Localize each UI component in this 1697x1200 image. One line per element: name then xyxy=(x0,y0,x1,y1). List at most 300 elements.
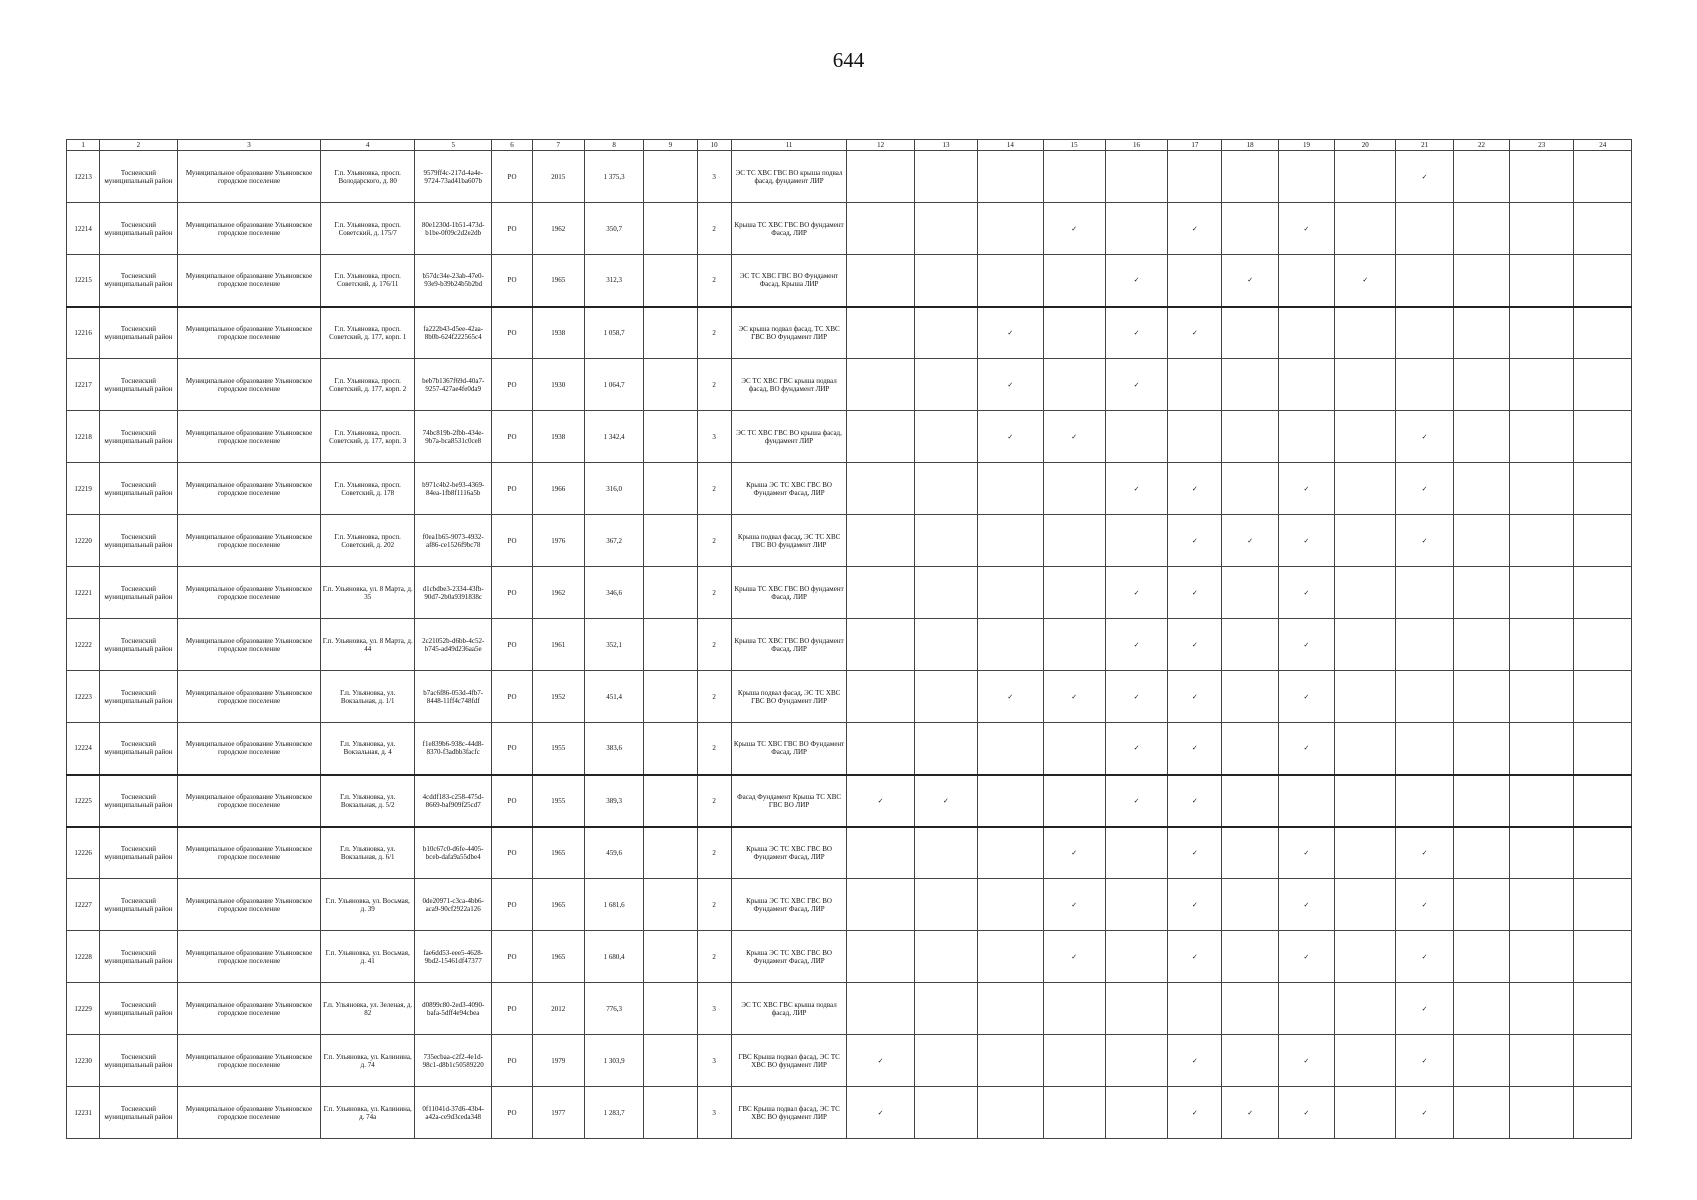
cell-col-10: 3 xyxy=(697,1035,731,1087)
checkmark-icon: ✓ xyxy=(1278,723,1334,775)
cell-district: Тосненский муниципальный район xyxy=(100,723,177,775)
cell-works: ГВС Крыша подвал фасад, ЭС ТС ХВС ВО фундамент ЛИР xyxy=(731,1087,847,1139)
cell-col-9 xyxy=(644,775,697,827)
cell-row-id: 12227 xyxy=(67,879,100,931)
cell-municipality: Муниципальное образование Ульяновское городское поселение xyxy=(177,151,321,203)
cell-col-15 xyxy=(1043,463,1105,515)
cell-col-12 xyxy=(847,203,914,255)
cell-col-12 xyxy=(847,359,914,411)
cell-col-15 xyxy=(1043,359,1105,411)
cell-row-id: 12225 xyxy=(67,775,100,827)
cell-col-24 xyxy=(1574,515,1632,567)
cell-district: Тосненский муниципальный район xyxy=(100,931,177,983)
cell-municipality: Муниципальное образование Ульяновское городское поселение xyxy=(177,359,321,411)
cell-col-10: 2 xyxy=(697,827,731,879)
cell-col-22 xyxy=(1453,931,1509,983)
cell-col-20 xyxy=(1335,1087,1396,1139)
checkmark-icon: ✓ xyxy=(1168,879,1222,931)
cell-col-9 xyxy=(644,203,697,255)
cell-address: Г.п. Ульяновка, просп. Советский, д. 177, корп. 1 xyxy=(321,307,415,359)
checkmark-icon: ✓ xyxy=(914,775,977,827)
cell-area: 350,7 xyxy=(584,203,643,255)
cell-col-19 xyxy=(1278,775,1334,827)
cell-col-20 xyxy=(1335,567,1396,619)
table-row xyxy=(67,827,1632,879)
cell-col-20 xyxy=(1335,983,1396,1035)
cell-col-18 xyxy=(1222,931,1278,983)
cell-col-20 xyxy=(1335,827,1396,879)
cell-col-13 xyxy=(914,359,977,411)
cell-col-9 xyxy=(644,671,697,723)
cell-works: Крыша ЭС ТС ХВС ГВС ВО Фундамент Фасад, ЛИР xyxy=(731,463,847,515)
cell-col-10: 3 xyxy=(697,151,731,203)
cell-col-20 xyxy=(1335,307,1396,359)
checkmark-icon: ✓ xyxy=(1396,411,1453,463)
cell-col-18 xyxy=(1222,723,1278,775)
cell-year: 1976 xyxy=(532,515,584,567)
checkmark-icon: ✓ xyxy=(1168,567,1222,619)
table-row xyxy=(67,1087,1632,1139)
cell-guid: b57dc34e-23ab-47e0-93e9-b39b24b5b2bd xyxy=(414,255,491,307)
cell-guid: 735ecbaa-c2f2-4e1d-98c1-d8b1c50589220 xyxy=(414,1035,491,1087)
cell-type: РО xyxy=(492,359,532,411)
cell-area: 316,0 xyxy=(584,463,643,515)
cell-col-20 xyxy=(1335,619,1396,671)
cell-col-19 xyxy=(1278,255,1334,307)
cell-col-21 xyxy=(1396,567,1453,619)
cell-col-10: 2 xyxy=(697,723,731,775)
cell-year: 1977 xyxy=(532,1087,584,1139)
cell-col-17 xyxy=(1168,359,1222,411)
cell-area: 776,3 xyxy=(584,983,643,1035)
cell-works: ЭС ТС ХВС ГВС ВО крыша подвал фасад, фундамент ЛИР xyxy=(731,151,847,203)
cell-col-22 xyxy=(1453,151,1509,203)
cell-type: РО xyxy=(492,255,532,307)
cell-col-18 xyxy=(1222,619,1278,671)
cell-col-15 xyxy=(1043,775,1105,827)
checkmark-icon: ✓ xyxy=(1396,463,1453,515)
column-header-21: 21 xyxy=(1396,140,1453,151)
cell-col-12 xyxy=(847,671,914,723)
cell-col-14 xyxy=(978,151,1043,203)
cell-col-24 xyxy=(1574,723,1632,775)
column-header-17: 17 xyxy=(1168,140,1222,151)
checkmark-icon: ✓ xyxy=(1043,827,1105,879)
cell-municipality: Муниципальное образование Ульяновское городское поселение xyxy=(177,255,321,307)
column-header-2: 2 xyxy=(100,140,177,151)
cell-col-9 xyxy=(644,827,697,879)
table-row xyxy=(67,775,1632,827)
cell-district: Тосненский муниципальный район xyxy=(100,671,177,723)
cell-col-23 xyxy=(1510,1087,1574,1139)
cell-col-18 xyxy=(1222,463,1278,515)
cell-col-24 xyxy=(1574,983,1632,1035)
cell-col-17 xyxy=(1168,255,1222,307)
cell-municipality: Муниципальное образование Ульяновское городское поселение xyxy=(177,411,321,463)
column-header-9: 9 xyxy=(644,140,697,151)
cell-col-22 xyxy=(1453,983,1509,1035)
cell-type: РО xyxy=(492,827,532,879)
checkmark-icon: ✓ xyxy=(1105,359,1167,411)
cell-area: 1 342,4 xyxy=(584,411,643,463)
cell-col-15 xyxy=(1043,1087,1105,1139)
cell-col-23 xyxy=(1510,307,1574,359)
cell-col-23 xyxy=(1510,723,1574,775)
checkmark-icon: ✓ xyxy=(1222,1087,1278,1139)
table-row xyxy=(67,151,1632,203)
column-header-6: 6 xyxy=(492,140,532,151)
cell-year: 1965 xyxy=(532,827,584,879)
cell-type: РО xyxy=(492,1087,532,1139)
cell-district: Тосненский муниципальный район xyxy=(100,203,177,255)
cell-col-15 xyxy=(1043,723,1105,775)
checkmark-icon: ✓ xyxy=(1168,203,1222,255)
cell-col-23 xyxy=(1510,619,1574,671)
cell-works: Крыша ТС ХВС ГВС ВО фундамент Фасад, ЛИР xyxy=(731,567,847,619)
cell-guid: d0899c80-2ed3-4090-bafa-5dff4e94cbea xyxy=(414,983,491,1035)
cell-col-14 xyxy=(978,255,1043,307)
table-row xyxy=(67,359,1632,411)
cell-municipality: Муниципальное образование Ульяновское городское поселение xyxy=(177,307,321,359)
cell-col-21 xyxy=(1396,255,1453,307)
cell-col-13 xyxy=(914,203,977,255)
checkmark-icon: ✓ xyxy=(1278,671,1334,723)
table-row xyxy=(67,463,1632,515)
cell-year: 1955 xyxy=(532,775,584,827)
cell-year: 1962 xyxy=(532,567,584,619)
checkmark-icon: ✓ xyxy=(1278,931,1334,983)
cell-col-20 xyxy=(1335,359,1396,411)
checkmark-icon: ✓ xyxy=(1278,879,1334,931)
cell-district: Тосненский муниципальный район xyxy=(100,255,177,307)
checkmark-icon: ✓ xyxy=(1278,463,1334,515)
cell-row-id: 12221 xyxy=(67,567,100,619)
cell-year: 1938 xyxy=(532,411,584,463)
checkmark-icon: ✓ xyxy=(1168,1035,1222,1087)
cell-col-12 xyxy=(847,619,914,671)
cell-col-22 xyxy=(1453,463,1509,515)
cell-row-id: 12228 xyxy=(67,931,100,983)
cell-col-24 xyxy=(1574,827,1632,879)
cell-col-9 xyxy=(644,983,697,1035)
cell-address: Г.п. Ульяновка, просп. Советский, д. 177, корп. 3 xyxy=(321,411,415,463)
column-header-20: 20 xyxy=(1335,140,1396,151)
cell-year: 1961 xyxy=(532,619,584,671)
cell-col-13 xyxy=(914,515,977,567)
cell-col-14 xyxy=(978,1035,1043,1087)
checkmark-icon: ✓ xyxy=(1278,1035,1334,1087)
cell-municipality: Муниципальное образование Ульяновское городское поселение xyxy=(177,827,321,879)
cell-guid: 80e1230d-1b51-473d-b1be-0f09c2d2e2db xyxy=(414,203,491,255)
cell-col-13 xyxy=(914,619,977,671)
checkmark-icon: ✓ xyxy=(1278,515,1334,567)
table-body xyxy=(67,151,1632,1139)
cell-address: Г.п. Ульяновка, ул. 8 Марта, д. 35 xyxy=(321,567,415,619)
checkmark-icon: ✓ xyxy=(978,307,1043,359)
checkmark-icon: ✓ xyxy=(1278,827,1334,879)
cell-works: Крыша ЭС ТС ХВС ГВС ВО Фундамент Фасад, ЛИР xyxy=(731,931,847,983)
cell-municipality: Муниципальное образование Ульяновское городское поселение xyxy=(177,775,321,827)
cell-works: ЭС ТС ХВС ГВС крыша подвал фасад, ВО фундамент ЛИР xyxy=(731,359,847,411)
cell-col-23 xyxy=(1510,671,1574,723)
cell-col-18 xyxy=(1222,1035,1278,1087)
cell-col-23 xyxy=(1510,151,1574,203)
checkmark-icon: ✓ xyxy=(978,671,1043,723)
cell-col-12 xyxy=(847,255,914,307)
cell-municipality: Муниципальное образование Ульяновское городское поселение xyxy=(177,931,321,983)
cell-district: Тосненский муниципальный район xyxy=(100,307,177,359)
cell-guid: 0f11041d-37d6-43b4-a42a-ce9d3ceda348 xyxy=(414,1087,491,1139)
column-header-8: 8 xyxy=(584,140,643,151)
cell-municipality: Муниципальное образование Ульяновское городское поселение xyxy=(177,879,321,931)
column-header-11: 11 xyxy=(731,140,847,151)
cell-col-22 xyxy=(1453,619,1509,671)
cell-municipality: Муниципальное образование Ульяновское городское поселение xyxy=(177,723,321,775)
cell-address: Г.п. Ульяновка, ул. Зеленая, д. 82 xyxy=(321,983,415,1035)
cell-col-22 xyxy=(1453,723,1509,775)
cell-col-21 xyxy=(1396,619,1453,671)
cell-col-10: 3 xyxy=(697,1087,731,1139)
cell-col-13 xyxy=(914,1035,977,1087)
cell-col-23 xyxy=(1510,827,1574,879)
cell-col-21 xyxy=(1396,203,1453,255)
cell-municipality: Муниципальное образование Ульяновское городское поселение xyxy=(177,671,321,723)
cell-col-12 xyxy=(847,307,914,359)
column-number-header-row xyxy=(67,140,1632,151)
cell-row-id: 12231 xyxy=(67,1087,100,1139)
cell-address: Г.п. Ульяновка, ул. Вокзальная, д. 1/1 xyxy=(321,671,415,723)
cell-works: ЭС ТС ХВС ГВС крыша подвал фасад, ЛИР xyxy=(731,983,847,1035)
column-header-24: 24 xyxy=(1574,140,1632,151)
cell-col-16 xyxy=(1105,931,1167,983)
cell-year: 1979 xyxy=(532,1035,584,1087)
cell-col-9 xyxy=(644,411,697,463)
cell-col-18 xyxy=(1222,879,1278,931)
checkmark-icon: ✓ xyxy=(1278,1087,1334,1139)
cell-type: РО xyxy=(492,463,532,515)
checkmark-icon: ✓ xyxy=(1043,671,1105,723)
column-header-1: 1 xyxy=(67,140,100,151)
cell-col-20 xyxy=(1335,671,1396,723)
cell-col-14 xyxy=(978,203,1043,255)
cell-col-24 xyxy=(1574,931,1632,983)
checkmark-icon: ✓ xyxy=(1105,775,1167,827)
checkmark-icon: ✓ xyxy=(1396,515,1453,567)
cell-col-22 xyxy=(1453,203,1509,255)
checkmark-icon: ✓ xyxy=(1043,203,1105,255)
cell-col-23 xyxy=(1510,203,1574,255)
cell-col-22 xyxy=(1453,827,1509,879)
column-header-3: 3 xyxy=(177,140,321,151)
cell-col-22 xyxy=(1453,671,1509,723)
checkmark-icon: ✓ xyxy=(1278,203,1334,255)
cell-col-18 xyxy=(1222,203,1278,255)
cell-col-24 xyxy=(1574,463,1632,515)
cell-col-20 xyxy=(1335,411,1396,463)
column-header-13: 13 xyxy=(914,140,977,151)
column-header-14: 14 xyxy=(978,140,1043,151)
cell-guid: 74bc819b-2fbb-434e-9b7a-bca8531c0ce8 xyxy=(414,411,491,463)
page-number: 644 xyxy=(832,48,865,72)
cell-col-15 xyxy=(1043,151,1105,203)
cell-col-20 xyxy=(1335,515,1396,567)
cell-district: Тосненский муниципальный район xyxy=(100,151,177,203)
checkmark-icon: ✓ xyxy=(1396,151,1453,203)
cell-col-23 xyxy=(1510,463,1574,515)
cell-address: Г.п. Ульяновка, ул. 8 Марта, д. 44 xyxy=(321,619,415,671)
cell-row-id: 12217 xyxy=(67,359,100,411)
cell-col-10: 2 xyxy=(697,203,731,255)
cell-col-15 xyxy=(1043,1035,1105,1087)
cell-row-id: 12226 xyxy=(67,827,100,879)
cell-address: Г.п. Ульяновка, ул. Калинина, д. 74а xyxy=(321,1087,415,1139)
cell-col-14 xyxy=(978,463,1043,515)
cell-col-24 xyxy=(1574,775,1632,827)
cell-col-24 xyxy=(1574,359,1632,411)
cell-district: Тосненский муниципальный район xyxy=(100,567,177,619)
cell-guid: f1e839b6-938c-44d8-8370-f3adbb3facfc xyxy=(414,723,491,775)
cell-col-10: 2 xyxy=(697,775,731,827)
table-row xyxy=(67,879,1632,931)
cell-col-19 xyxy=(1278,307,1334,359)
cell-col-12 xyxy=(847,931,914,983)
cell-col-10: 3 xyxy=(697,411,731,463)
cell-year: 1962 xyxy=(532,203,584,255)
cell-col-18 xyxy=(1222,775,1278,827)
cell-guid: b971c4b2-be93-4369-84ea-1fb8f1116a5b xyxy=(414,463,491,515)
cell-col-23 xyxy=(1510,983,1574,1035)
cell-row-id: 12220 xyxy=(67,515,100,567)
cell-col-20 xyxy=(1335,203,1396,255)
cell-col-19 xyxy=(1278,983,1334,1035)
cell-year: 1952 xyxy=(532,671,584,723)
cell-col-14 xyxy=(978,1087,1043,1139)
cell-col-24 xyxy=(1574,567,1632,619)
cell-row-id: 12216 xyxy=(67,307,100,359)
cell-col-10: 2 xyxy=(697,515,731,567)
cell-col-15 xyxy=(1043,515,1105,567)
cell-col-22 xyxy=(1453,1035,1509,1087)
cell-col-18 xyxy=(1222,307,1278,359)
cell-col-23 xyxy=(1510,931,1574,983)
cell-works: Крыша подвал фасад, ЭС ТС ХВС ГВС ВО фундамент ЛИР xyxy=(731,515,847,567)
cell-col-17 xyxy=(1168,151,1222,203)
cell-col-19 xyxy=(1278,151,1334,203)
cell-col-24 xyxy=(1574,411,1632,463)
cell-type: РО xyxy=(492,151,532,203)
cell-works: Крыша ТС ХВС ГВС ВО Фундамент Фасад, ЛИР xyxy=(731,723,847,775)
checkmark-icon: ✓ xyxy=(1396,983,1453,1035)
checkmark-icon: ✓ xyxy=(1335,255,1396,307)
cell-col-23 xyxy=(1510,359,1574,411)
cell-guid: 0de20971-c3ca-4bb6-aca9-90cf2922a126 xyxy=(414,879,491,931)
cell-guid: fa222b43-d5ee-42aa-8b0b-624f222565c4 xyxy=(414,307,491,359)
cell-col-21 xyxy=(1396,775,1453,827)
checkmark-icon: ✓ xyxy=(1168,463,1222,515)
cell-year: 1930 xyxy=(532,359,584,411)
cell-col-10: 2 xyxy=(697,255,731,307)
cell-district: Тосненский муниципальный район xyxy=(100,775,177,827)
cell-type: РО xyxy=(492,515,532,567)
cell-col-19 xyxy=(1278,359,1334,411)
cell-area: 1 681,6 xyxy=(584,879,643,931)
cell-col-18 xyxy=(1222,411,1278,463)
checkmark-icon: ✓ xyxy=(1396,1087,1453,1139)
cell-area: 1 058,7 xyxy=(584,307,643,359)
cell-guid: d1cbdbe3-2334-43fb-90d7-2b0a9391838c xyxy=(414,567,491,619)
cell-col-23 xyxy=(1510,567,1574,619)
cell-col-21 xyxy=(1396,359,1453,411)
cell-area: 1 064,7 xyxy=(584,359,643,411)
cell-col-13 xyxy=(914,463,977,515)
column-header-4: 4 xyxy=(321,140,415,151)
cell-col-14 xyxy=(978,775,1043,827)
cell-col-22 xyxy=(1453,359,1509,411)
checkmark-icon: ✓ xyxy=(1222,515,1278,567)
checkmark-icon: ✓ xyxy=(847,775,914,827)
cell-col-18 xyxy=(1222,671,1278,723)
cell-year: 2015 xyxy=(532,151,584,203)
cell-col-9 xyxy=(644,151,697,203)
checkmark-icon: ✓ xyxy=(1105,463,1167,515)
cell-col-14 xyxy=(978,931,1043,983)
cell-col-12 xyxy=(847,567,914,619)
column-header-19: 19 xyxy=(1278,140,1334,151)
cell-district: Тосненский муниципальный район xyxy=(100,463,177,515)
cell-col-15 xyxy=(1043,567,1105,619)
cell-year: 1955 xyxy=(532,723,584,775)
buildings-registry-table xyxy=(66,139,1632,1139)
cell-area: 346,6 xyxy=(584,567,643,619)
cell-col-9 xyxy=(644,359,697,411)
checkmark-icon: ✓ xyxy=(1105,723,1167,775)
cell-works: ЭС крыша подвал фасад, ТС ХВС ГВС ВО Фундамент ЛИР xyxy=(731,307,847,359)
cell-district: Тосненский муниципальный район xyxy=(100,983,177,1035)
checkmark-icon: ✓ xyxy=(1396,1035,1453,1087)
cell-col-21 xyxy=(1396,723,1453,775)
cell-year: 2012 xyxy=(532,983,584,1035)
cell-col-9 xyxy=(644,567,697,619)
cell-col-22 xyxy=(1453,307,1509,359)
cell-col-18 xyxy=(1222,567,1278,619)
column-header-5: 5 xyxy=(414,140,491,151)
cell-col-22 xyxy=(1453,411,1509,463)
cell-col-12 xyxy=(847,515,914,567)
cell-col-24 xyxy=(1574,307,1632,359)
cell-col-24 xyxy=(1574,1035,1632,1087)
cell-col-16 xyxy=(1105,827,1167,879)
cell-row-id: 12215 xyxy=(67,255,100,307)
cell-col-9 xyxy=(644,255,697,307)
cell-guid: f0ea1b65-9073-4932-af86-ce1526f9bc78 xyxy=(414,515,491,567)
cell-col-21 xyxy=(1396,307,1453,359)
table-row xyxy=(67,203,1632,255)
cell-col-23 xyxy=(1510,1035,1574,1087)
cell-col-13 xyxy=(914,983,977,1035)
checkmark-icon: ✓ xyxy=(1278,567,1334,619)
cell-area: 1 680,4 xyxy=(584,931,643,983)
cell-type: РО xyxy=(492,775,532,827)
cell-col-18 xyxy=(1222,983,1278,1035)
cell-municipality: Муниципальное образование Ульяновское городское поселение xyxy=(177,515,321,567)
checkmark-icon: ✓ xyxy=(1396,827,1453,879)
cell-col-13 xyxy=(914,567,977,619)
cell-col-23 xyxy=(1510,515,1574,567)
cell-col-21 xyxy=(1396,671,1453,723)
cell-municipality: Муниципальное образование Ульяновское городское поселение xyxy=(177,567,321,619)
cell-type: РО xyxy=(492,307,532,359)
cell-address: Г.п. Ульяновка, просп. Советский, д. 176/11 xyxy=(321,255,415,307)
